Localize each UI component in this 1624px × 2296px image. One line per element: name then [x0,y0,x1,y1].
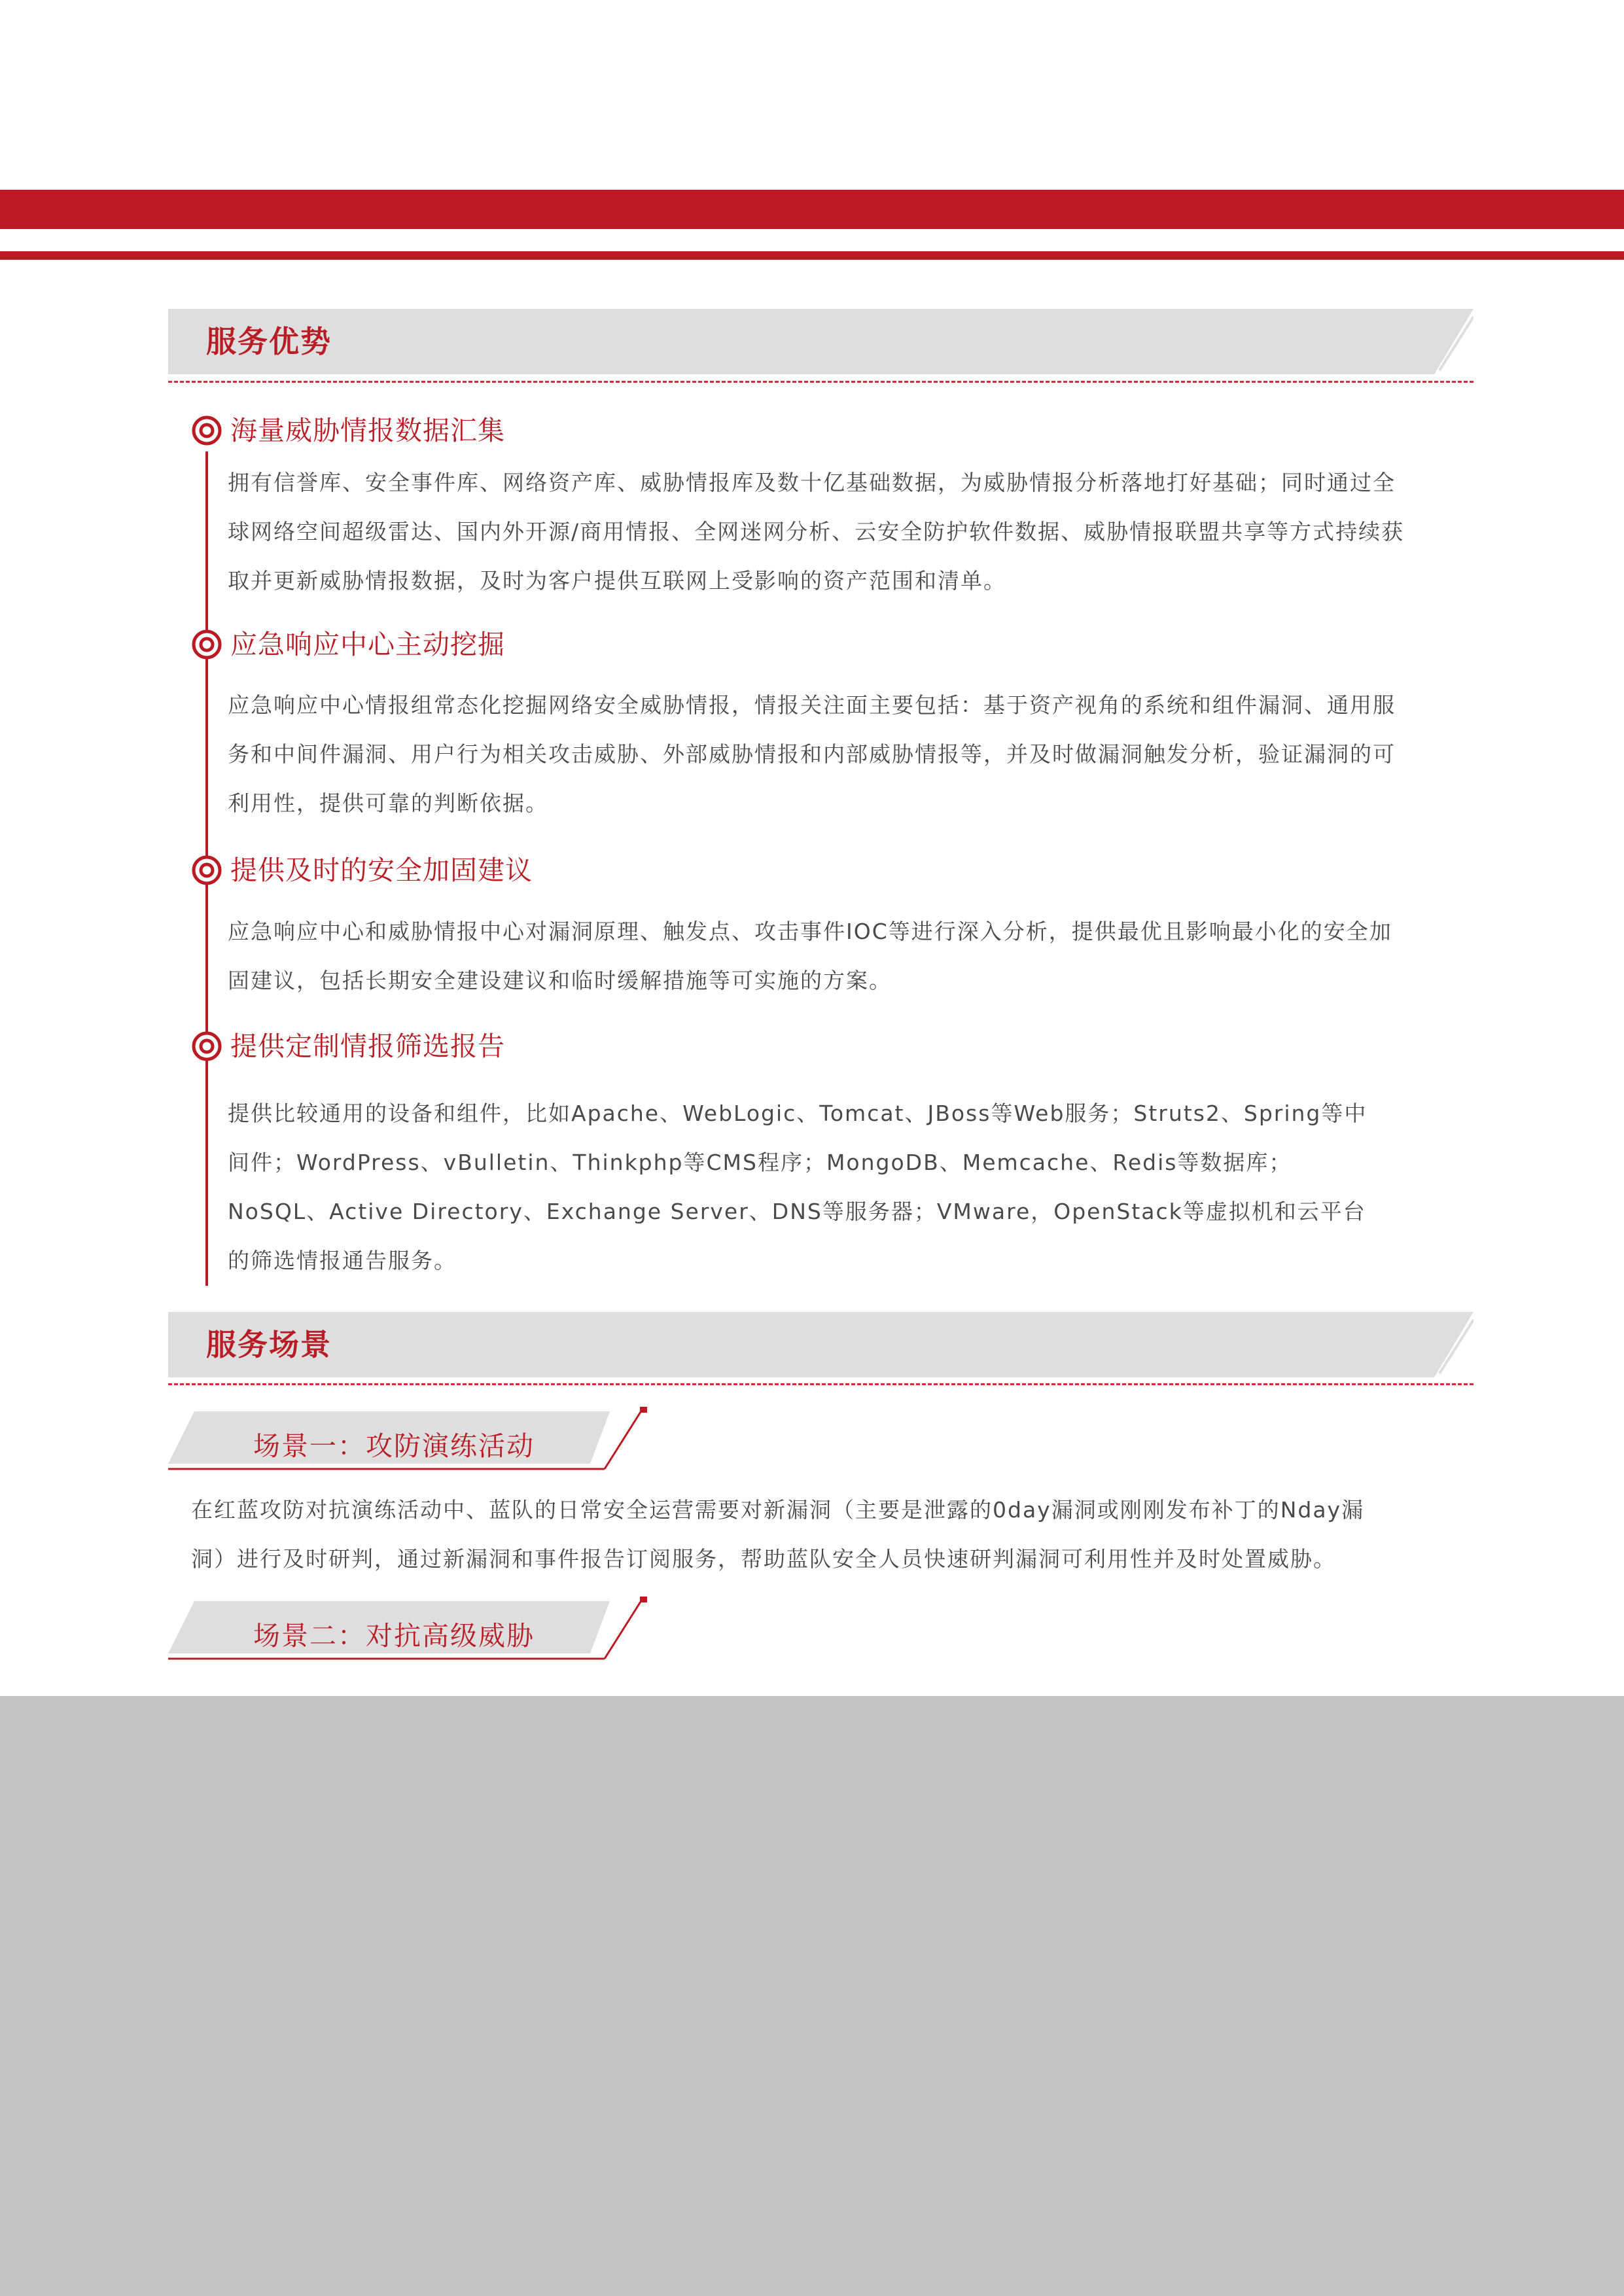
paragraph-line: 球网络空间超级雷达、国内外开源/商用情报、全网迷网分析、云安全防护软件数据、威胁情报联盟共享等方式持续获 [228,519,1405,544]
paragraph-line: 拥有信誉库、安全事件库、网络资产库、威胁情报库及数十亿基础数据，为威胁情报分析落地打好基础；同时通过全 [228,470,1396,495]
header-red-band [0,190,1624,229]
scenario-tab [168,1597,652,1669]
paragraph-line: 的筛选情报通告服务。 [228,1248,457,1273]
paragraph-line: 取并更新威胁情报数据，及时为客户提供互联网上受影响的资产范围和清单。 [228,568,1006,593]
advantage-title-text: 提供及时的安全加固建议 [230,855,533,886]
section-divider-scenarios [168,1383,1474,1385]
header-red-stripe [0,251,1624,260]
scenario-title-text: 场景二：对抗高级威胁 [253,1620,535,1651]
section-title-scenarios: 服务场景 [206,1327,332,1362]
section-divider-advantages [168,381,1474,383]
paragraph-line: 应急响应中心情报组常态化挖掘网络安全威胁情报，情报关注面主要包括：基于资产视角的系统和组件漏洞、通用服 [228,692,1396,718]
scenario-paragraph [191,1485,1474,1583]
advantage-paragraph [228,907,1474,1005]
paragraph-line: 洞）进行及时研判，通过新漏洞和事件报告订阅服务，帮助蓝队安全人员快速研判漏洞可利用性并及时处置威胁。 [191,1546,1336,1572]
header-slash-icon [1434,1312,1474,1377]
scenario-tab [168,1407,652,1479]
paragraph-line: 固建议，包括长期安全建设建议和临时缓解措施等可实施的方案。 [228,968,892,993]
advantage-paragraph [228,1089,1474,1285]
paragraph-line: NoSQL、Active Directory、Exchange Server、DNS等服务器；VMware，OpenStack等虚拟机和云平台 [228,1199,1366,1224]
advantage-title-text: 海量威胁情报数据汇集 [230,415,505,446]
header-slash-icon [1434,309,1474,374]
gray-cover-area [0,1696,1624,2296]
paragraph-line: 务和中间件漏洞、用户行为相关攻击威胁、外部威胁情报和内部威胁情报等，并及时做漏洞触发分析，验证漏洞的可 [228,741,1396,767]
scenario-title-text: 场景一：攻防演练活动 [253,1430,535,1462]
advantage-paragraph [228,680,1474,828]
target-icon [191,1031,222,1062]
paragraph-line: 在红蓝攻防对抗演练活动中、蓝队的日常安全运营需要对新漏洞（主要是泄露的0day漏洞或刚刚发布补丁的Nday漏 [191,1497,1365,1523]
section-title-advantages: 服务优势 [206,324,332,359]
paragraph-line: 间件；WordPress、vBulletin、Thinkphp等CMS程序；MongoDB、Memcache、Redis等数据库； [228,1150,1292,1175]
paragraph-line: 提供比较通用的设备和组件，比如Apache、WebLogic、Tomcat、JBoss等Web服务；Struts2、Spring等中 [228,1101,1368,1126]
advantage-paragraph [228,458,1474,605]
section-header-advantages [168,309,1474,374]
target-icon [191,629,222,660]
paragraph-line: 利用性，提供可靠的判断依据。 [228,790,548,816]
paragraph-line: 应急响应中心和威胁情报中心对漏洞原理、触发点、攻击事件IOC等进行深入分析，提供最优且影响最小化的安全加 [228,919,1392,944]
section-header-scenarios [168,1312,1474,1377]
target-icon [191,855,222,886]
target-icon [191,415,222,446]
advantage-title-text: 提供定制情报筛选报告 [230,1031,505,1062]
advantage-title-text: 应急响应中心主动挖掘 [230,629,505,660]
